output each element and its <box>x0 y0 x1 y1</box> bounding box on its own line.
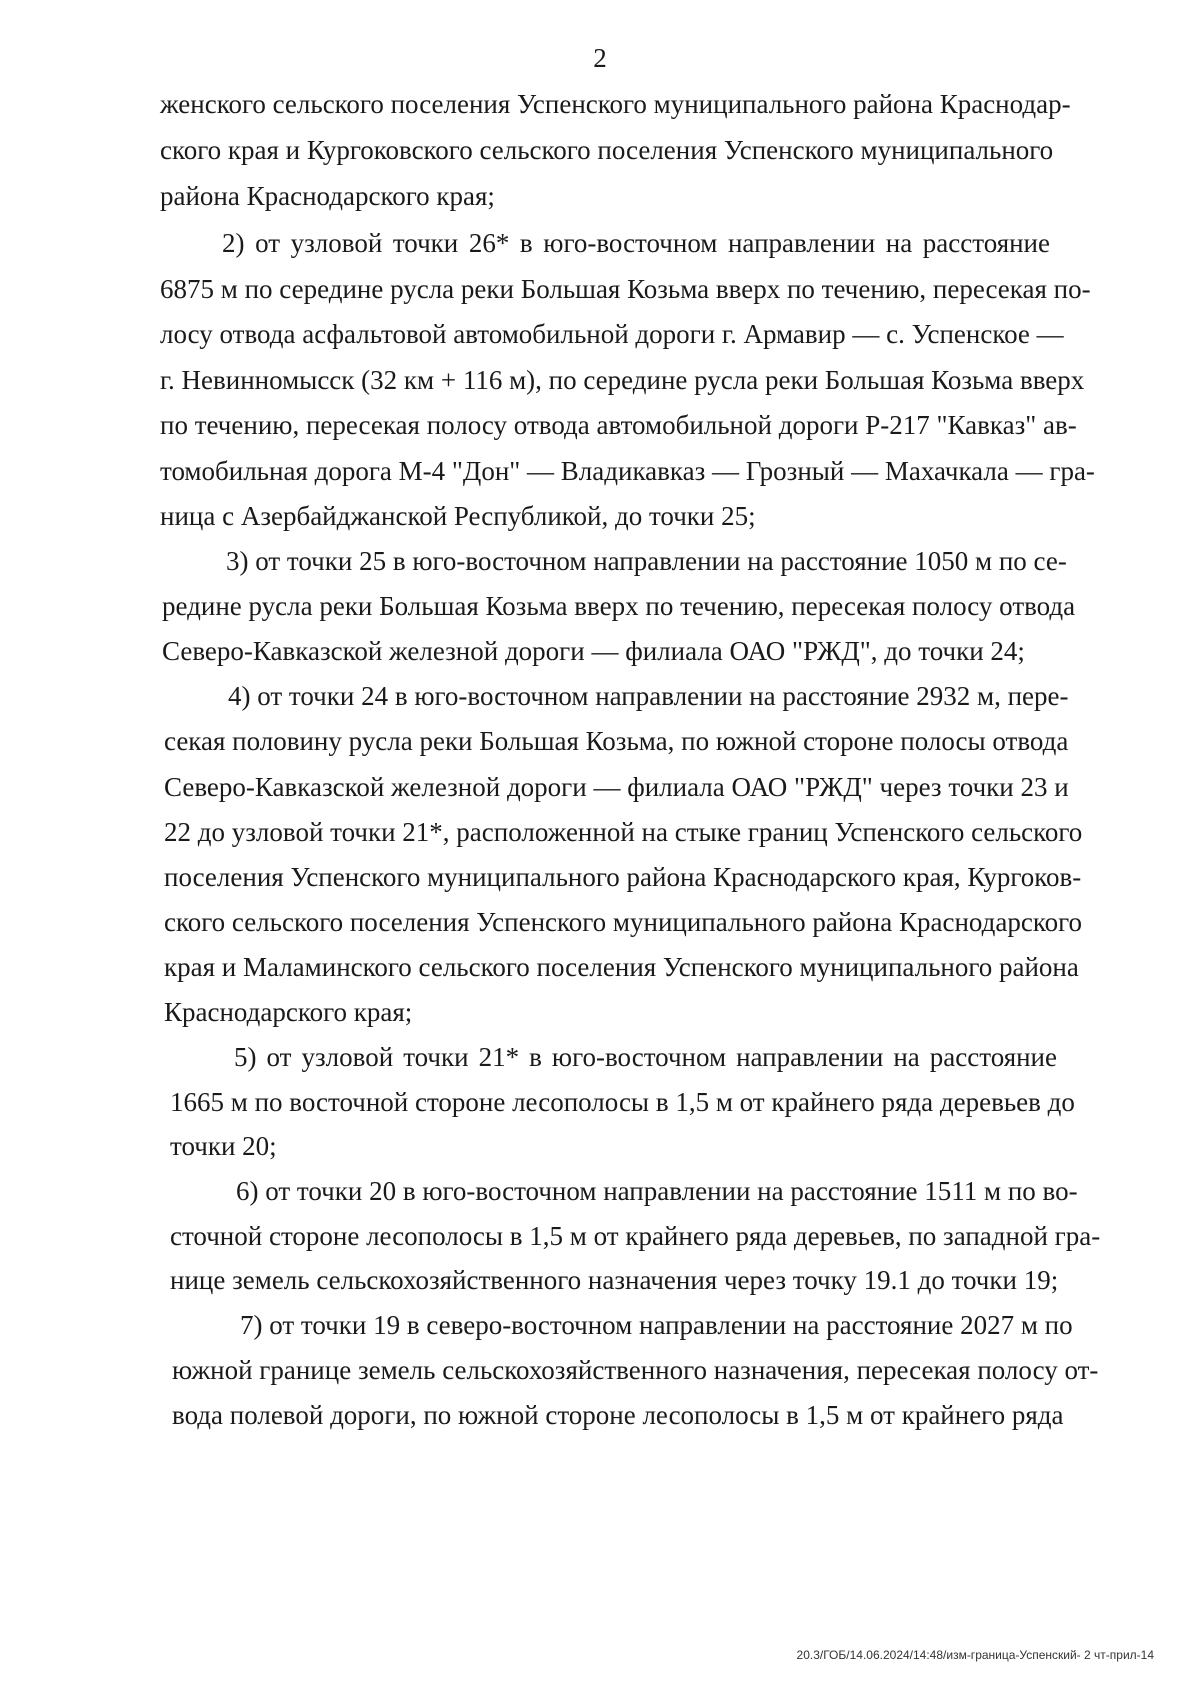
text-line: 2) от узловой точки 26* в юго-восточном направлении на расстояние <box>222 228 1050 258</box>
text-line: ница с Азербайджанской Республикой, до точки 25; <box>160 501 756 531</box>
text-line: южной границе земель сельскохозяйственного назначения, пересекая полосу от- <box>172 1355 1099 1385</box>
text-line: 6) от точки 20 в юго-восточном направлении на расстояние 1511 м по во- <box>236 1176 1078 1206</box>
text-line: 22 до узловой точки 21*, расположенной на стыке границ Успенского сельского <box>164 817 1083 847</box>
text-line: томобильная дорога М-4 "Дон" — Владикавказ — Грозный — Махачкала — гра- <box>160 456 1095 486</box>
text-line: 6875 м по середине русла реки Большая Козьма вверх по течению, пересекая по- <box>160 274 1091 304</box>
text-line: ского сельского поселения Успенского муниципального района Краснодарского <box>164 907 1082 937</box>
text-line: Краснодарского края; <box>164 997 413 1027</box>
text-line: 5) от узловой точки 21* в юго-восточном направлении на расстояние <box>234 1042 1057 1072</box>
text-line: редине русла реки Большая Козьма вверх по течению, пересекая полосу отвода <box>162 591 1076 621</box>
text-line: района Краснодарского края; <box>160 181 495 211</box>
text-line: г. Невинномысск (32 км + 116 м), по середине русла реки Большая Козьма вверх <box>160 365 1085 395</box>
text-line: края и Маламинского сельского поселения Успенского муниципального района <box>164 952 1079 982</box>
text-line: женского сельского поселения Успенского муниципального района Краснодар- <box>160 89 1071 119</box>
text-line: поселения Успенского муниципального района Краснодарского края, Кургоков- <box>164 862 1082 892</box>
text-line: точки 20; <box>170 1131 277 1161</box>
text-line: Северо-Кавказской железной дороги — филиала ОАО "РЖД", до точки 24; <box>162 636 1025 666</box>
text-line: Северо-Кавказской железной дороги — филиала ОАО "РЖД" через точки 23 и <box>164 772 1069 802</box>
text-line: нице земель сельскохозяйственного назначения через точку 19.1 до точки 19; <box>170 1265 1059 1295</box>
text-line: секая половину русла реки Большая Козьма, по южной стороне полосы отвода <box>164 726 1069 756</box>
text-line: ского края и Кургоковского сельского поселения Успенского муниципального <box>160 135 1054 165</box>
text-line: 3) от точки 25 в юго-восточном направлении на расстояние 1050 м по се- <box>226 546 1067 576</box>
text-line: по течению, пересекая полосу отвода автомобильной дороги Р-217 "Кавказ" ав- <box>160 410 1077 440</box>
text-line: 4) от точки 24 в юго-восточном направлении на расстояние 2932 м, пере- <box>228 681 1069 711</box>
text-line: 1665 м по восточной стороне лесополосы в 1,5 м от крайнего ряда деревьев до <box>170 1087 1075 1117</box>
page-number: 2 <box>593 43 607 73</box>
text-line: 7) от точки 19 в северо-восточном направлении на расстояние 2027 м по <box>240 1310 1073 1340</box>
text-line: лосу отвода асфальтовой автомобильной дороги г. Армавир — с. Успенское — <box>160 319 1064 349</box>
footer-file-reference: 20.3/ГОБ/14.06.2024/14:48/изм-граница-Успенский- 2 чт-прил-14 <box>796 1648 1154 1662</box>
text-line: сточной стороне лесополосы в 1,5 м от крайнего ряда деревьев, по западной гра- <box>170 1221 1101 1251</box>
text-line: вода полевой дороги, по южной стороне лесополосы в 1,5 м от крайнего ряда <box>172 1400 1064 1430</box>
